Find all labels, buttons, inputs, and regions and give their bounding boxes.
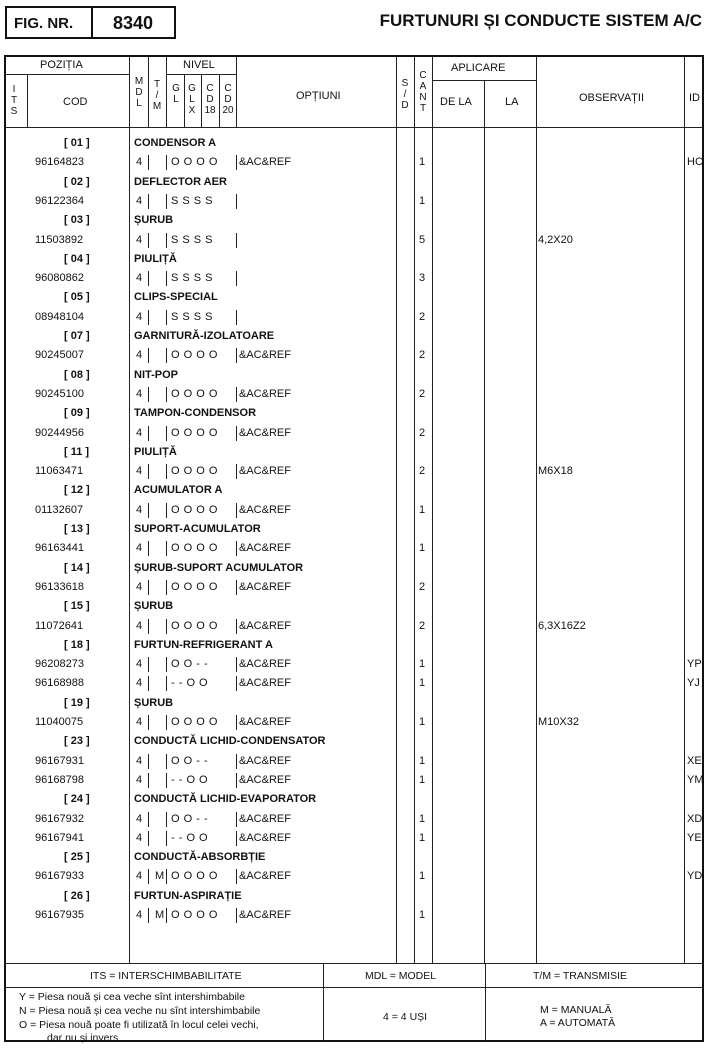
row-divider xyxy=(148,831,149,846)
id-value: YE xyxy=(687,831,702,844)
legend-its-line: N = Piesa nouă și cea veche nu sînt intershimbabile xyxy=(19,1005,261,1017)
options-value: &AC&REF xyxy=(239,716,291,728)
quantity-value: 1 xyxy=(419,754,426,767)
model-value: 4 xyxy=(136,754,143,767)
col-sd: S / D xyxy=(401,78,409,111)
model-value: 4 xyxy=(136,503,143,516)
quantity-value: 1 xyxy=(419,812,426,825)
table-row xyxy=(0,269,706,288)
options-value: &AC&REF xyxy=(239,426,291,439)
row-divider xyxy=(148,387,149,402)
level-values: S S S S xyxy=(171,272,214,285)
observation-value: M6X18 xyxy=(538,465,573,478)
row-divider xyxy=(148,233,149,248)
row-divider xyxy=(236,387,237,402)
part-description: GARNITURĂ-IZOLATOARE xyxy=(134,330,275,342)
row-divider xyxy=(148,754,149,769)
figure-number-box xyxy=(5,6,176,39)
row-divider xyxy=(166,676,167,691)
position-header-row xyxy=(0,694,706,713)
position-header-row xyxy=(0,173,706,192)
figure-number: 8340 xyxy=(113,13,154,33)
table-row xyxy=(0,308,706,327)
part-code: 96122364 xyxy=(35,194,84,207)
table-row xyxy=(0,501,706,520)
part-description: CONDUCTĂ LICHID-CONDENSATOR xyxy=(134,735,326,748)
position-header-row xyxy=(0,134,706,153)
part-code: 96080862 xyxy=(35,272,84,285)
col-aplicare: APLICARE xyxy=(451,62,506,74)
row-divider xyxy=(166,715,167,730)
part-description: FURTUN-REFRIGERANT A xyxy=(134,638,273,651)
table-row xyxy=(0,424,706,443)
part-code: 90245007 xyxy=(35,349,84,362)
id-value: YJ xyxy=(687,677,700,690)
quantity-value: 1 xyxy=(419,542,426,555)
row-divider xyxy=(166,908,167,923)
model-value: 4 xyxy=(136,909,143,921)
row-divider xyxy=(166,657,167,672)
part-description: PIULIȚĂ xyxy=(134,252,177,265)
position-header-row xyxy=(0,732,706,751)
position-header-row xyxy=(0,327,706,346)
model-value: 4 xyxy=(136,349,143,362)
level-values: O O O O xyxy=(171,503,218,516)
row-divider xyxy=(166,155,167,170)
legend-its-line: Y = Piesa nouă și cea veche sînt intershimbabile xyxy=(19,991,245,1003)
level-values: - - O O xyxy=(171,831,209,844)
row-divider xyxy=(166,812,167,827)
row-divider xyxy=(236,676,237,691)
row-divider xyxy=(236,503,237,518)
position-number: [ 11 ] xyxy=(64,445,90,458)
divider xyxy=(91,8,93,37)
position-header-row xyxy=(0,636,706,655)
id-value: YD xyxy=(687,870,703,883)
quantity-value: 1 xyxy=(419,870,426,883)
table-row xyxy=(0,906,706,925)
table-row xyxy=(0,617,706,636)
quantity-value: 1 xyxy=(419,716,426,728)
quantity-value: 1 xyxy=(419,503,426,516)
col-nivel: NIVEL xyxy=(183,59,215,71)
position-number: [ 07 ] xyxy=(64,330,90,342)
position-number: [ 08 ] xyxy=(64,368,90,381)
row-divider xyxy=(166,426,167,441)
options-value: &AC&REF xyxy=(239,909,291,921)
position-number: [ 02 ] xyxy=(64,175,90,188)
row-divider xyxy=(148,503,149,518)
quantity-value: 2 xyxy=(419,349,426,362)
part-code: 96164823 xyxy=(35,156,84,169)
part-code: 08948104 xyxy=(35,310,84,323)
position-number: [ 01 ] xyxy=(64,137,90,149)
row-divider xyxy=(166,869,167,884)
col-la: LA xyxy=(505,96,519,108)
level-values: O O O O xyxy=(171,465,218,478)
table-row xyxy=(0,539,706,558)
quantity-value: 2 xyxy=(419,580,426,593)
table-row xyxy=(0,713,706,732)
level-values: O O O O xyxy=(171,909,218,921)
part-description: ACUMULATOR A xyxy=(134,484,223,497)
table-row xyxy=(0,752,706,771)
part-description: PIULIȚĂ xyxy=(134,445,177,458)
row-divider xyxy=(236,715,237,730)
quantity-value: 5 xyxy=(419,233,426,246)
part-description: CONDENSOR A xyxy=(134,137,217,149)
col-its: I T S xyxy=(10,84,18,117)
position-header-row xyxy=(0,211,706,230)
options-value: &AC&REF xyxy=(239,465,291,478)
part-code: 96167935 xyxy=(35,909,84,921)
level-values: S S S S xyxy=(171,194,214,207)
col-id: ID xyxy=(689,92,700,104)
position-number: [ 15 ] xyxy=(64,600,90,613)
row-divider xyxy=(166,271,167,286)
legend-tm-line: A = AUTOMATĂ xyxy=(540,1017,616,1029)
row-divider xyxy=(236,869,237,884)
row-divider xyxy=(166,773,167,788)
col-cant: C A N T xyxy=(419,70,427,114)
row-divider xyxy=(166,831,167,846)
model-value: 4 xyxy=(136,870,143,883)
col-gl: G L xyxy=(172,83,180,105)
table-row xyxy=(0,385,706,404)
col-optiuni: OPȚIUNI xyxy=(296,90,341,102)
row-divider xyxy=(148,812,149,827)
quantity-value: 1 xyxy=(419,773,426,786)
part-code: 01132607 xyxy=(35,503,84,516)
row-divider xyxy=(148,676,149,691)
table-row xyxy=(0,810,706,829)
observation-value: M10X32 xyxy=(538,716,579,728)
level-values: O O - - xyxy=(171,812,209,825)
part-code: 96167941 xyxy=(35,831,84,844)
level-values: O O O O xyxy=(171,580,218,593)
row-divider xyxy=(236,194,237,209)
col-cd18: C D 18 xyxy=(204,83,216,116)
part-description: ȘURUB xyxy=(134,696,174,709)
part-description: CLIPS-SPECIAL xyxy=(134,291,218,304)
part-code: 96208273 xyxy=(35,658,84,671)
legend-tm-line: M = MANUALĂ xyxy=(540,1004,612,1016)
quantity-value: 3 xyxy=(419,272,426,285)
options-value: &AC&REF xyxy=(239,156,291,169)
row-divider xyxy=(236,754,237,769)
col-de-la: DE LA xyxy=(440,96,472,108)
part-code: 11072641 xyxy=(35,619,84,632)
position-number: [ 05 ] xyxy=(64,291,90,304)
row-divider xyxy=(236,271,237,286)
row-divider xyxy=(166,541,167,556)
row-divider xyxy=(236,657,237,672)
row-divider xyxy=(148,541,149,556)
level-values: S S S S xyxy=(171,310,214,323)
row-divider xyxy=(236,233,237,248)
part-code: 96133618 xyxy=(35,580,84,593)
part-code: 96167931 xyxy=(35,754,84,767)
position-header-row xyxy=(0,790,706,809)
row-divider xyxy=(148,908,149,923)
row-divider xyxy=(236,310,237,325)
quantity-value: 2 xyxy=(419,426,426,439)
position-number: [ 24 ] xyxy=(64,793,90,806)
row-divider xyxy=(148,715,149,730)
row-divider xyxy=(236,831,237,846)
model-value: 4 xyxy=(136,194,143,207)
quantity-value: 1 xyxy=(419,909,426,921)
position-header-row xyxy=(0,559,706,578)
part-code: 96163441 xyxy=(35,542,84,555)
row-divider xyxy=(236,812,237,827)
model-value: 4 xyxy=(136,658,143,671)
position-header-row xyxy=(0,520,706,539)
row-divider xyxy=(236,464,237,479)
position-header-row xyxy=(0,250,706,269)
table-row xyxy=(0,462,706,481)
part-code: 96167932 xyxy=(35,812,84,825)
quantity-value: 2 xyxy=(419,619,426,632)
options-value: &AC&REF xyxy=(239,831,291,844)
part-description: SUPORT-ACUMULATOR xyxy=(134,523,261,535)
level-values: O O O O xyxy=(171,426,218,439)
table-row xyxy=(0,346,706,365)
level-values: - - O O xyxy=(171,677,209,690)
id-value: YM xyxy=(687,773,704,786)
options-value: &AC&REF xyxy=(239,870,291,883)
row-divider xyxy=(166,619,167,634)
level-values: O O O O xyxy=(171,156,218,169)
model-value: 4 xyxy=(136,580,143,593)
row-divider xyxy=(236,580,237,595)
row-divider xyxy=(148,155,149,170)
col-cod: COD xyxy=(63,96,88,108)
model-value: 4 xyxy=(136,542,143,555)
options-value: &AC&REF xyxy=(239,619,291,632)
options-value: &AC&REF xyxy=(239,580,291,593)
position-number: [ 19 ] xyxy=(64,696,90,709)
options-value: &AC&REF xyxy=(239,754,291,767)
row-divider xyxy=(166,754,167,769)
quantity-value: 1 xyxy=(419,156,426,169)
options-value: &AC&REF xyxy=(239,773,291,786)
row-divider xyxy=(148,580,149,595)
model-value: 4 xyxy=(136,156,143,169)
row-divider xyxy=(148,773,149,788)
part-description: FURTUN-ASPIRAȚIE xyxy=(134,889,242,902)
quantity-value: 2 xyxy=(419,387,426,400)
level-values: S S S S xyxy=(171,233,214,246)
quantity-value: 1 xyxy=(419,658,426,671)
options-value: &AC&REF xyxy=(239,542,291,555)
legend-its-line: dar nu și invers xyxy=(47,1032,119,1044)
col-cd20: C D 20 xyxy=(222,83,234,116)
model-value: 4 xyxy=(136,619,143,632)
row-divider xyxy=(148,464,149,479)
quantity-value: 1 xyxy=(419,194,426,207)
table-row xyxy=(0,771,706,790)
part-description: TAMPON-CONDENSOR xyxy=(134,407,257,420)
transmission-value: M xyxy=(155,909,165,921)
legend-mdl-title: MDL = MODEL xyxy=(365,970,437,982)
level-values: - - O O xyxy=(171,773,209,786)
level-values: O O O O xyxy=(171,619,218,632)
part-code: 96168988 xyxy=(35,677,84,690)
position-number: [ 03 ] xyxy=(64,214,90,227)
row-divider xyxy=(148,194,149,209)
model-value: 4 xyxy=(136,310,143,323)
row-divider xyxy=(236,348,237,363)
position-number: [ 23 ] xyxy=(64,735,90,748)
position-number: [ 09 ] xyxy=(64,407,90,420)
id-value: HC xyxy=(687,156,703,169)
quantity-value: 2 xyxy=(419,465,426,478)
level-values: O O O O xyxy=(171,349,218,362)
quantity-value: 2 xyxy=(419,310,426,323)
options-value: &AC&REF xyxy=(239,503,291,516)
position-number: [ 14 ] xyxy=(64,561,90,574)
table-row xyxy=(0,674,706,693)
position-number: [ 13 ] xyxy=(64,523,90,535)
options-value: &AC&REF xyxy=(239,658,291,671)
model-value: 4 xyxy=(136,465,143,478)
position-number: [ 18 ] xyxy=(64,638,90,651)
model-value: 4 xyxy=(136,233,143,246)
row-divider xyxy=(236,426,237,441)
part-code: 11063471 xyxy=(35,465,84,478)
position-number: [ 04 ] xyxy=(64,252,90,265)
figure-label: FIG. NR. xyxy=(14,15,74,32)
quantity-value: 1 xyxy=(419,831,426,844)
observation-value: 4,2X20 xyxy=(538,233,573,246)
row-divider xyxy=(148,271,149,286)
table-row xyxy=(0,192,706,211)
legend-mdl-value: 4 = 4 UȘI xyxy=(383,1011,428,1023)
part-description: NIT-POP xyxy=(134,368,179,381)
transmission-value: M xyxy=(155,870,165,883)
table-row xyxy=(0,655,706,674)
model-value: 4 xyxy=(136,272,143,285)
col-tm: T / M xyxy=(152,79,162,112)
page-title: FURTUNURI ȘI CONDUCTE SISTEM A/C xyxy=(379,11,702,30)
legend-tm-title: T/M = TRANSMISIE xyxy=(533,970,628,982)
row-divider xyxy=(166,233,167,248)
level-values: O O O O xyxy=(171,870,218,883)
row-divider xyxy=(166,348,167,363)
table-row xyxy=(0,153,706,172)
options-value: &AC&REF xyxy=(239,387,291,400)
row-divider xyxy=(236,773,237,788)
position-header-row xyxy=(0,443,706,462)
row-divider xyxy=(236,908,237,923)
position-header-row xyxy=(0,481,706,500)
row-divider xyxy=(148,657,149,672)
col-mdl: M D L xyxy=(134,76,144,109)
row-divider xyxy=(166,310,167,325)
row-divider xyxy=(166,580,167,595)
level-values: O O - - xyxy=(171,754,209,767)
model-value: 4 xyxy=(136,773,143,786)
part-description: DEFLECTOR AER xyxy=(134,175,227,188)
row-divider xyxy=(148,426,149,441)
model-value: 4 xyxy=(136,716,143,728)
model-value: 4 xyxy=(136,387,143,400)
position-header-row xyxy=(0,597,706,616)
part-description: ȘURUB xyxy=(134,600,174,613)
id-value: YP xyxy=(687,658,702,671)
part-description: ȘURUB xyxy=(134,214,174,227)
position-header-row xyxy=(0,887,706,906)
position-header-row xyxy=(0,848,706,867)
row-divider xyxy=(166,387,167,402)
id-value: XE xyxy=(687,754,702,767)
table-row xyxy=(0,867,706,886)
model-value: 4 xyxy=(136,831,143,844)
row-divider xyxy=(236,541,237,556)
row-divider xyxy=(148,348,149,363)
position-number: [ 25 ] xyxy=(64,851,90,864)
id-value: XD xyxy=(687,812,703,825)
row-divider xyxy=(148,310,149,325)
position-number: [ 12 ] xyxy=(64,484,90,497)
model-value: 4 xyxy=(136,812,143,825)
position-header-row xyxy=(0,404,706,423)
level-values: O O - - xyxy=(171,658,209,671)
row-divider xyxy=(148,869,149,884)
part-code: 96168798 xyxy=(35,773,84,786)
options-value: &AC&REF xyxy=(239,812,291,825)
row-divider xyxy=(166,194,167,209)
table-row xyxy=(0,578,706,597)
options-value: &AC&REF xyxy=(239,677,291,690)
table-row xyxy=(0,231,706,250)
part-description: CONDUCTĂ-ABSORBȚIE xyxy=(134,851,266,864)
level-values: O O O O xyxy=(171,542,218,555)
model-value: 4 xyxy=(136,426,143,439)
row-divider xyxy=(166,464,167,479)
part-code: 90245100 xyxy=(35,387,84,400)
part-description: ȘURUB-SUPORT ACUMULATOR xyxy=(134,561,304,574)
row-divider xyxy=(148,619,149,634)
col-pozitia: POZIȚIA xyxy=(40,59,83,71)
row-divider xyxy=(236,619,237,634)
col-glx: G L X xyxy=(188,83,196,116)
position-number: [ 26 ] xyxy=(64,889,90,902)
row-divider xyxy=(166,503,167,518)
part-code: 11503892 xyxy=(35,233,84,246)
part-code: 90244956 xyxy=(35,426,84,439)
row-divider xyxy=(236,155,237,170)
model-value: 4 xyxy=(136,677,143,690)
legend-its-line: O = Piesa nouă poate fi utilizată în locul celei vechi, xyxy=(19,1019,259,1031)
position-header-row xyxy=(0,288,706,307)
level-values: O O O O xyxy=(171,716,218,728)
observation-value: 6,3X16Z2 xyxy=(538,619,586,632)
part-code: 11040075 xyxy=(35,716,84,728)
table-row xyxy=(0,829,706,848)
level-values: O O O O xyxy=(171,387,218,400)
part-code: 96167933 xyxy=(35,870,84,883)
quantity-value: 1 xyxy=(419,677,426,690)
legend-its-title: ITS = INTERSCHIMBABILITATE xyxy=(90,970,242,982)
col-observatii: OBSERVAȚII xyxy=(579,92,645,104)
position-header-row xyxy=(0,366,706,385)
part-description: CONDUCTĂ LICHID-EVAPORATOR xyxy=(134,793,317,806)
options-value: &AC&REF xyxy=(239,349,291,362)
